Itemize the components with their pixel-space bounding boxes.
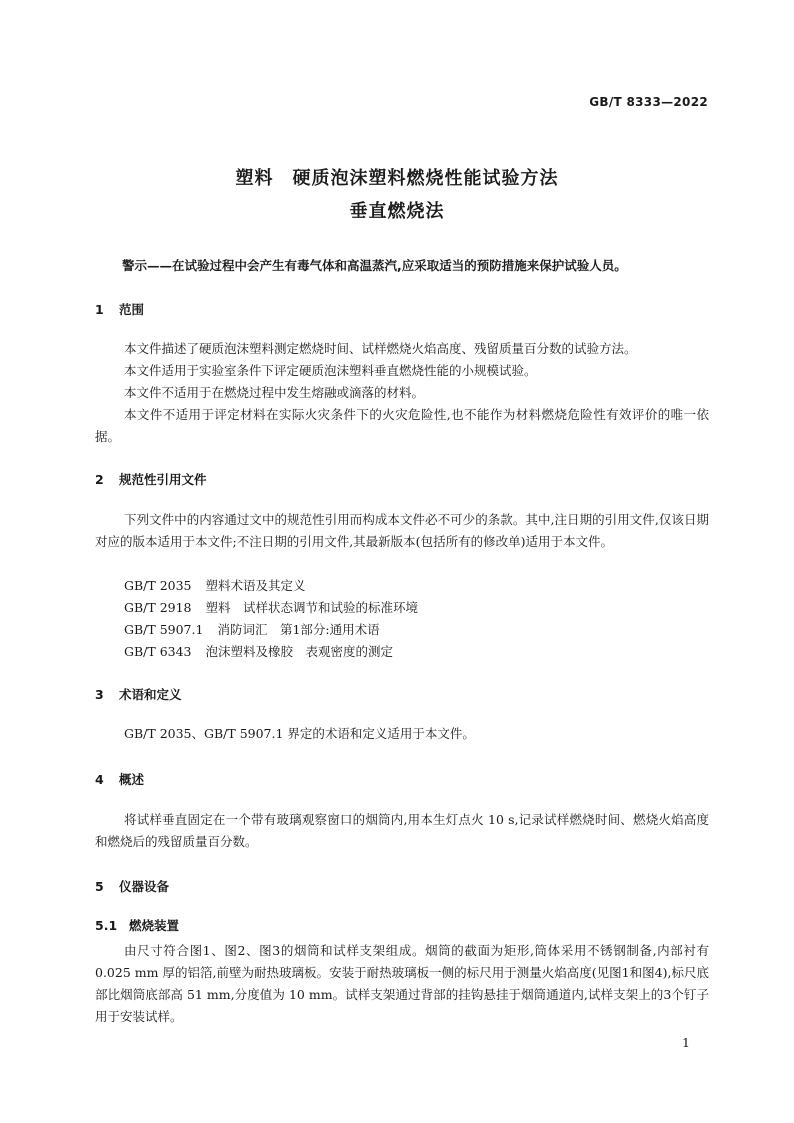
section-title: 概述 [119, 772, 145, 787]
section-number: 3 [95, 687, 104, 702]
reference-code: GB/T 6343 [124, 644, 192, 659]
section-number: 2 [95, 472, 104, 487]
section-5-heading [95, 877, 169, 895]
reference-item [124, 598, 418, 616]
reference-code: GB/T 2035 [124, 578, 192, 593]
section-1-paragraph-1: 本文件描述了硬质泡沫塑料测定燃烧时间、试样燃烧火焰高度、残留质量百分数的试验方法。 [124, 341, 637, 356]
section-title: 范围 [119, 302, 145, 317]
section-title: 仪器设备 [119, 879, 170, 894]
reference-item [124, 642, 393, 660]
section-5-1-heading [95, 916, 179, 934]
section-1-paragraph-4: 本文件不适用于评定材料在实际火灾条件下的火灾危险性,也不能作为材料燃烧危险性有效评价的唯一依据。 [95, 407, 709, 444]
subsection-number: 5.1 [95, 918, 118, 933]
reference-title: 塑料 试样状态调节和试验的标准环境 [205, 600, 419, 615]
section-1-heading [95, 300, 144, 318]
section-1-paragraph-3: 本文件不适用于在燃烧过程中发生熔融或滴落的材料。 [124, 385, 425, 400]
section-number: 5 [95, 879, 104, 894]
section-title: 规范性引用文件 [119, 472, 207, 487]
standard-code: GB/T 8333—2022 [589, 95, 708, 109]
section-number: 4 [95, 772, 104, 787]
reference-code: GB/T 5907.1 [124, 622, 204, 637]
section-1-paragraph-2: 本文件适用于实验室条件下评定硬质泡沫塑料垂直燃烧性能的小规模试验。 [124, 363, 537, 378]
page-number: 1 [682, 1035, 690, 1050]
section-3-heading [95, 685, 182, 703]
reference-item [124, 576, 306, 594]
section-3-paragraph: GB/T 2035、GB/T 5907.1 界定的术语和定义适用于本文件。 [124, 726, 475, 741]
section-4-heading [95, 770, 144, 788]
section-number: 1 [95, 302, 104, 317]
section-title: 术语和定义 [119, 687, 182, 702]
warning-text: 警示——在试验过程中会产生有毒气体和高温蒸汽,应采取适当的预防措施来保护试验人员。 [122, 258, 627, 273]
section-4-paragraph: 将试样垂直固定在一个带有玻璃观察窗口的烟筒内,用本生灯点火 10 s,记录试样燃烧时间、燃烧火焰高度和燃烧后的残留质量百分数。 [95, 812, 709, 849]
section-2-intro: 下列文件中的内容通过文中的规范性引用而构成本文件必不可少的条款。其中,注日期的引用文件,仅该日期对应的版本适用于本文件;不注日期的引用文件,其最新版本(包括所有的修改单)适用于本文件。 [95, 512, 709, 549]
reference-title: 泡沫塑料及橡胶 表观密度的测定 [205, 644, 394, 659]
document-title-line1: 塑料 硬质泡沫塑料燃烧性能试验方法 [235, 168, 559, 189]
section-2-heading [95, 470, 207, 488]
reference-code: GB/T 2918 [124, 600, 192, 615]
reference-item [124, 620, 380, 638]
reference-title: 消防词汇 第1部分:通用术语 [217, 622, 380, 637]
subsection-title: 燃烧装置 [129, 918, 180, 933]
reference-title: 塑料术语及其定义 [205, 578, 306, 593]
document-title-line2: 垂直燃烧法 [349, 201, 445, 222]
section-5-1-paragraph: 由尺寸符合图1、图2、图3的烟筒和试样支架组成。烟筒的截面为矩形,筒体采用不锈钢制备,内部衬有 0.025 mm 厚的铝箔,前壁为耐热玻璃板。安装于耐热玻璃板一侧的标尺用于测量火焰高度(见图1和图4),标尺底部比烟筒底部高 51 mm,分度值为 10 mm。试样支架通过背部的挂钩悬挂于烟筒通道内,试样支架上的3个钉子用于安装试样。 [95, 943, 709, 1024]
